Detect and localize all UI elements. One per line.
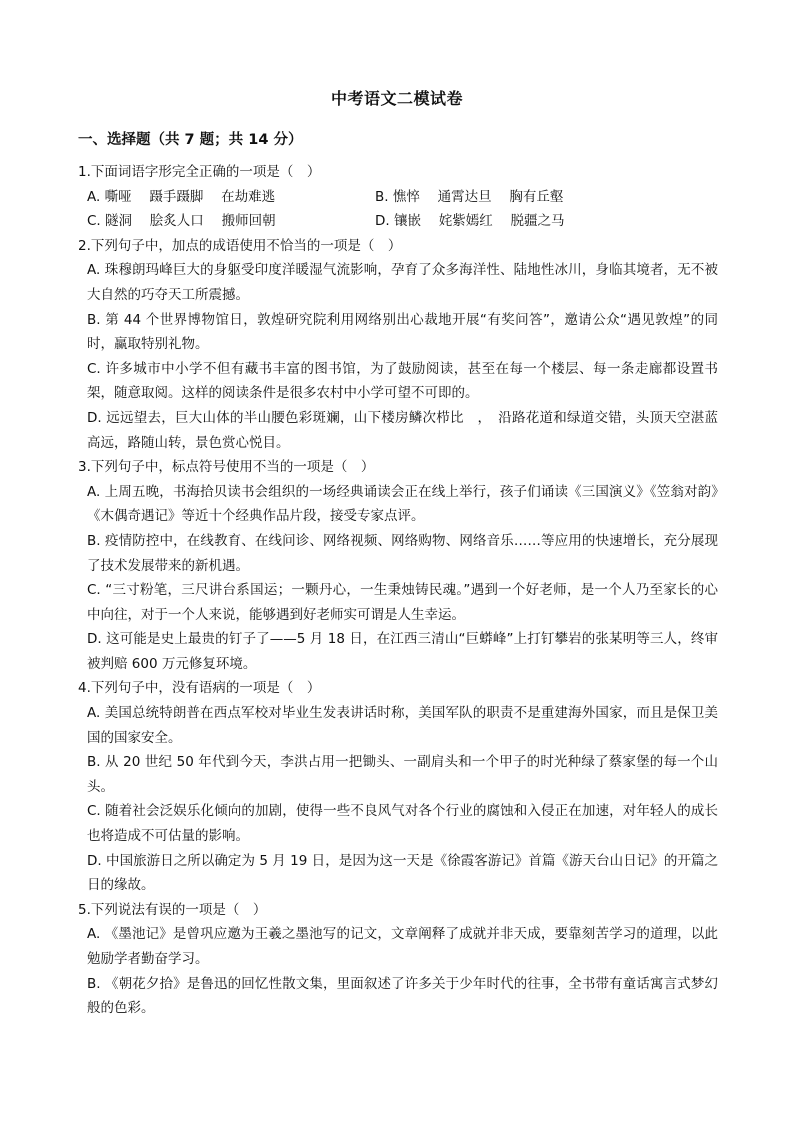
option-a: A. 嘶哑 蹑手蹑脚 在劫难逃	[87, 188, 276, 205]
question-stem: 2.下列句子中，加点的成语使用不恰当的一项是（ ）	[78, 237, 402, 254]
question-4	[78, 676, 718, 897]
question-stem: 5.下列说法有误的一项是（ ）	[78, 901, 267, 918]
option-a: A. 珠穆朗玛峰巨大的身躯受印度洋暖湿气流影响，孕育了众多海洋性、陆地性冰川，身临其境者，无不被大自然的巧夺天工所震撼。	[87, 262, 718, 303]
option-d: D. 远远望去，巨大山体的半山腰色彩斑斓，山下楼房鳞次栉比 ， 沿路花道和绿道交错，头顶天空湛蓝高远，路随山转，景色赏心悦目。	[87, 409, 718, 451]
option-c: C. “三寸粉笔，三尺讲台系国运；一颗丹心，一生秉烛铸民魂。”遇到一个好老师，是一个人乃至家长的心中向往，对于一个人来说，能够遇到好老师实可谓是人生幸运。	[87, 582, 718, 623]
option-row	[78, 209, 718, 234]
option-b: B. 疫情防控中，在线教育、在线问诊、网络视频、网络购物、网络音乐……等应用的快速增长，充分展现了技术发展带来的新机遇。	[87, 532, 718, 574]
question-1	[78, 160, 718, 234]
option-d: D. 镶嵌 姹紫嫣红 脱疆之马	[375, 213, 565, 230]
page-title: 中考语文二模试卷	[330, 89, 463, 108]
option-c: C. 许多城市中小学不但有藏书丰富的图书馆，为了鼓励阅读，甚至在每一个楼层、每一条走廊都设置书架，随意取阅。这样的阅读条件是很多农村中小学可望不可即的。	[87, 360, 718, 402]
option-a: A. 上周五晚，书海拾贝读书会组织的一场经典诵读会正在线上举行，孩子们诵读《三国演义》《笠翁对韵》《木偶奇遇记》等近十个经典作品片段，接受专家点评。	[87, 483, 718, 525]
question-stem: 1.下面词语字形完全正确的一项是（ ）	[78, 164, 321, 180]
option-c: C. 隧洞 脍炙人口 搬师回朝	[87, 213, 276, 230]
option-a: A. 美国总统特朗普在西点军校对毕业生发表讲话时称，美国军队的职责不是重建海外国家，而且是保卫美国的国家安全。	[87, 705, 718, 746]
option-b: B. 第 44 个世界博物馆日，敦煌研究院利用网络别出心裁地开展“有奖问答”，邀请公众“遇见敦煌”的同时，赢取特别礼物。	[87, 311, 718, 353]
question-2	[78, 234, 718, 455]
option-a: A. 《墨池记》是曾巩应邀为王羲之墨池写的记文，文章阐释了成就并非天成，要靠刻苦学习的道理，以此勉励学者勤奋学习。	[87, 926, 718, 967]
option-d: D. 这可能是史上最贵的钉子了——5 月 18 日，在江西三清山“巨蟒峰”上打钉攀岩的张某明等三人，终审被判赔 600 万元修复环境。	[87, 631, 718, 672]
question-3	[78, 455, 718, 676]
question-list	[78, 160, 718, 1021]
section-heading: 一、选择题（共 7 题；共 14 分）	[78, 132, 303, 148]
option-c: C. 随着社会泛娱乐化倾向的加剧，使得一些不良风气对各个行业的腐蚀和入侵正在加速，对年轻人的成长也将造成不可估量的影响。	[87, 803, 718, 845]
question-5	[78, 898, 718, 1021]
question-stem: 3.下列句子中，标点符号使用不当的一项是（ ）	[78, 459, 375, 476]
option-b: B. 从 20 世纪 50 年代到今天，李洪占用一把锄头、一副肩头和一个甲子的时光种绿了蔡家堡的每一个山头。	[87, 754, 718, 795]
option-row	[78, 185, 718, 210]
option-b: B. 憔悴 通霄达旦 胸有丘壑	[375, 188, 564, 205]
question-stem: 4.下列句子中，没有语病的一项是（ ）	[78, 680, 321, 697]
option-b: B. 《朝花夕拾》是鲁迅的回忆性散文集，里面叙述了许多关于少年时代的往事，全书带有童话寓言式梦幻般的色彩。	[87, 975, 718, 1017]
option-d: D. 中国旅游日之所以确定为 5 月 19 日，是因为这一天是《徐霞客游记》首篇《游天台山日记》的开篇之日的缘故。	[87, 852, 718, 894]
